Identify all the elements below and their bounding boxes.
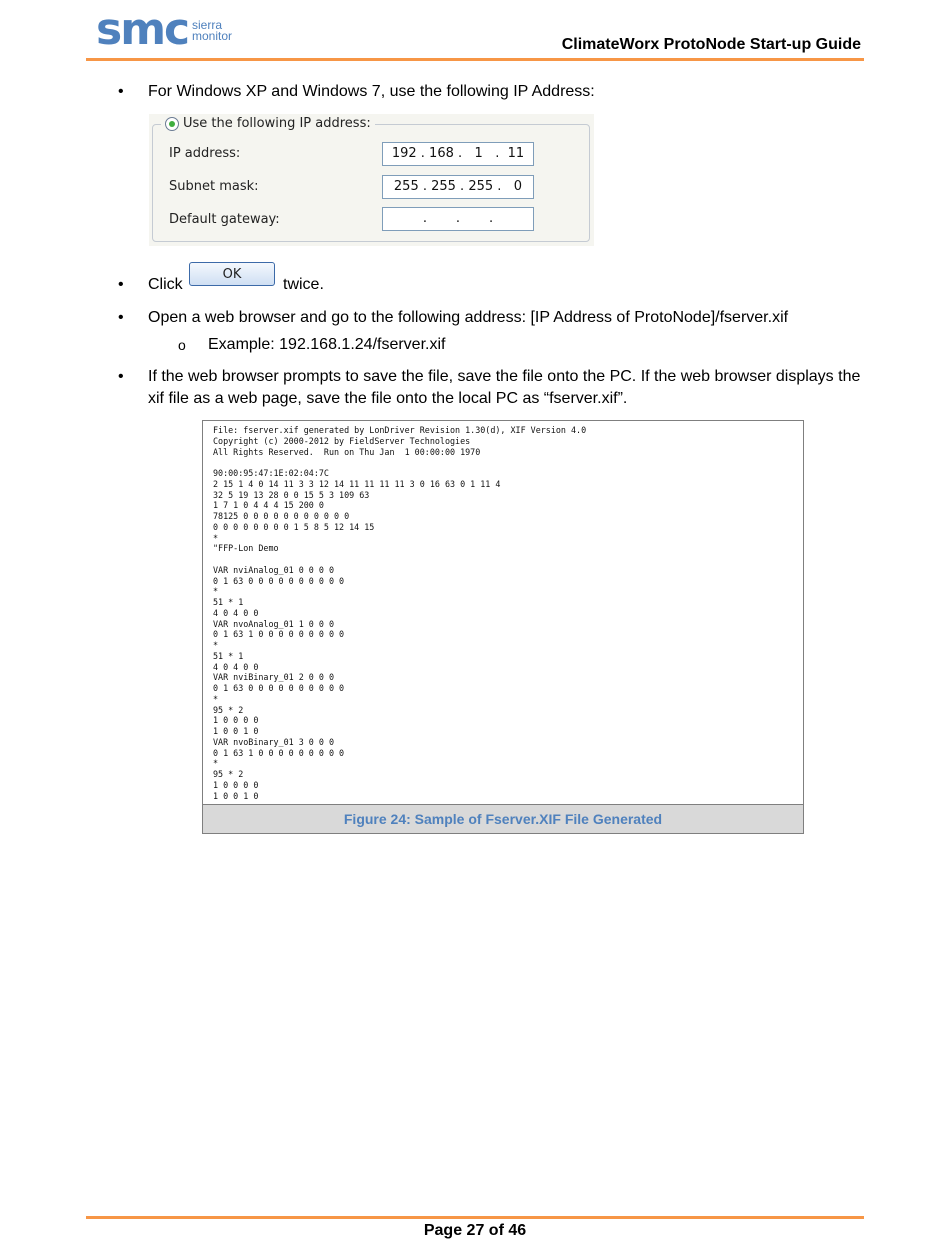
logo-subtext-line1: sierra — [192, 18, 223, 32]
default-gateway-label: Default gateway: — [169, 212, 280, 227]
radio-selected-icon[interactable] — [165, 117, 179, 131]
example-address-text: Example: 192.168.1.24/fserver.xif — [208, 336, 446, 353]
bullet-marker: • — [118, 276, 124, 293]
logo-subtext — [192, 20, 252, 42]
bullet-marker: • — [118, 309, 124, 326]
ip-address-label: IP address: — [169, 146, 241, 161]
sub-bullet-marker: o — [178, 337, 186, 353]
twice-text: twice. — [283, 276, 324, 293]
click-text: Click — [148, 276, 183, 293]
header-rule — [86, 58, 864, 61]
use-following-ip-option[interactable] — [161, 116, 375, 131]
figure-caption: Figure 24: Sample of Fserver.XIF File Generated — [203, 804, 803, 833]
logo-wordmark: smc — [96, 4, 189, 55]
bullet-marker: • — [118, 368, 124, 385]
logo-subtext-line2: monitor — [192, 29, 233, 43]
ip-settings-panel — [149, 114, 594, 246]
bullet-text-open-browser: Open a web browser and go to the following address: [IP Address of ProtoNode]/fserver.xif — [148, 309, 789, 326]
subnet-mask-label: Subnet mask: — [169, 179, 259, 194]
subnet-mask-field[interactable]: 255 . 255 . 255 . 0 — [382, 175, 534, 199]
use-following-ip-label: Use the following IP address: — [183, 116, 371, 131]
document-title: ClimateWorx ProtoNode Start-up Guide — [561, 36, 861, 53]
smc-logo — [96, 4, 246, 58]
xif-file-figure — [202, 420, 804, 834]
ip-address-field[interactable]: 192 . 168 . 1 . 11 — [382, 142, 534, 166]
default-gateway-field[interactable]: . . . — [382, 207, 534, 231]
bullet-text-save-file: If the web browser prompts to save the file, save the file onto the PC. If the web browser displays the xif file as a web page, save the file onto the local PC as “fserver.xif”. — [148, 368, 861, 407]
bullet-marker: • — [118, 83, 124, 100]
bullet-text-ip-instruction: For Windows XP and Windows 7, use the following IP Address: — [148, 83, 595, 100]
page-header — [86, 4, 864, 64]
ok-button[interactable]: OK — [189, 262, 275, 286]
page-number: Page 27 of 46 — [423, 1222, 527, 1239]
footer-rule — [86, 1216, 864, 1219]
xif-file-content: File: fserver.xif generated by LonDriver Revision 1.30(d), XIF Version 4.0 Copyright (c) 2000-2012 by FieldServer Technologies All Rights Reserved. Run on Thu Jan 1 00:00:00 1970 90:00:95:47:1E:02:04:7C 2 15 1 4 0 14 11 3 3 12 14 11 11 11 11 3 0 16 63 0 1 11 4 32 5 19 13 28 0 0 15 5 3 109 63 1 7 1 0 4 4 4 15 200 0 78125 0 0 0 0 0 0 0 0 0 0 0 0 0 0 0 0 0 0 0 1 5 8 5 12 14 15 * "FFP-Lon Demo VAR nviAnalog_01 0 0 0 0 0 1 63 0 0 0 0 0 0 0 0 0 0 * 51 * 1 4 0 4 0 0 VAR nvoAnalog_01 1 0 0 0 0 1 63 1 0 0 0 0 0 0 0 0 0 * 51 * 1 4 0 4 0 0 VAR nviBinary_01 2 0 0 0 0 1 63 0 0 0 0 0 0 0 0 0 0 * 95 * 2 1 0 0 0 0 1 0 0 1 0 VAR nvoBinary_01 3 0 0 0 0 1 63 1 0 0 0 0 0 0 0 0 0 * 95 * 2 1 0 0 0 0 1 0 0 1 0 — [213, 425, 587, 801]
